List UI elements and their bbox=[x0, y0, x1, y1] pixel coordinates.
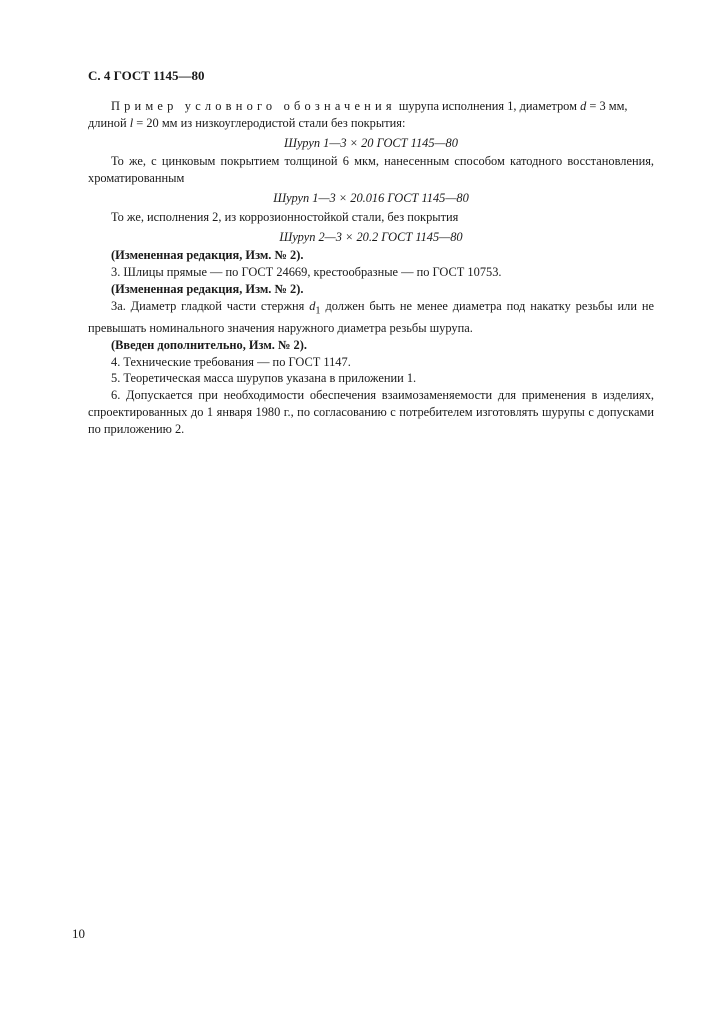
execution2-paragraph: То же, исполнения 2, из коррозионностойкой стали, без покрытия bbox=[111, 209, 459, 224]
item-4: 4. Технические требования — по ГОСТ 1147. bbox=[111, 354, 351, 369]
length-text: = 20 мм из низкоуглеродистой стали без покрытия: bbox=[136, 115, 406, 130]
item-3: 3. Шлицы прямые — по ГОСТ 24669, крестообразные — по ГОСТ 10753. bbox=[111, 265, 502, 280]
diameter-variable: d bbox=[580, 99, 587, 113]
example-paragraph-line2 bbox=[88, 115, 654, 132]
diameter-value: = 3 мм, bbox=[589, 99, 628, 113]
designation-formula-1: Шуруп 1—3 × 20 ГОСТ 1145—80 bbox=[284, 135, 458, 150]
introduced-note: (Введен дополнительно, Изм. № 2). bbox=[111, 337, 307, 352]
document-body bbox=[88, 98, 654, 438]
amendment-note-2: (Измененная редакция, Изм. № 2). bbox=[111, 281, 304, 296]
item-3a-text-start: 3а. Диаметр гладкой части стержня bbox=[111, 298, 305, 313]
length-variable: l bbox=[129, 115, 134, 130]
example-text: шурупа исполнения 1, диаметром bbox=[398, 99, 577, 113]
amendment-note-1: (Измененная редакция, Изм. № 2). bbox=[111, 248, 304, 263]
example-lead: Пример условного обозначения bbox=[111, 99, 396, 113]
length-label: длиной bbox=[88, 115, 127, 130]
item-5: 5. Теоретическая масса шурупов указана в приложении 1. bbox=[111, 371, 417, 386]
shank-diameter-variable: d bbox=[309, 298, 316, 313]
example-paragraph bbox=[88, 98, 654, 115]
page-header: С. 4 ГОСТ 1145—80 bbox=[88, 68, 205, 83]
item-3a bbox=[88, 298, 654, 337]
designation-formula-2: Шуруп 1—3 × 20.016 ГОСТ 1145—80 bbox=[273, 190, 469, 205]
item-3a-text-end: должен быть не менее диаметра под накатку резьбы или не превышать номинального значения наружного диаметра резьбы шурупа. bbox=[88, 298, 654, 336]
zinc-coating-paragraph: То же, с цинковым покрытием толщиной 6 мкм, нанесенным способом катодного восстановления, хроматированным bbox=[88, 154, 654, 186]
designation-formula-3: Шуруп 2—3 × 20.2 ГОСТ 1145—80 bbox=[279, 229, 463, 244]
item-6: 6. Допускается при необходимости обеспечения взаимозаменяемости для применения в изделиях, спроектированных до 1 января 1980 г., по согласованию с потребителем изготовлять шурупы с допусками по приложению 2. bbox=[88, 388, 654, 436]
shank-diameter-subscript: 1 bbox=[315, 305, 321, 317]
page-number: 10 bbox=[72, 926, 85, 941]
